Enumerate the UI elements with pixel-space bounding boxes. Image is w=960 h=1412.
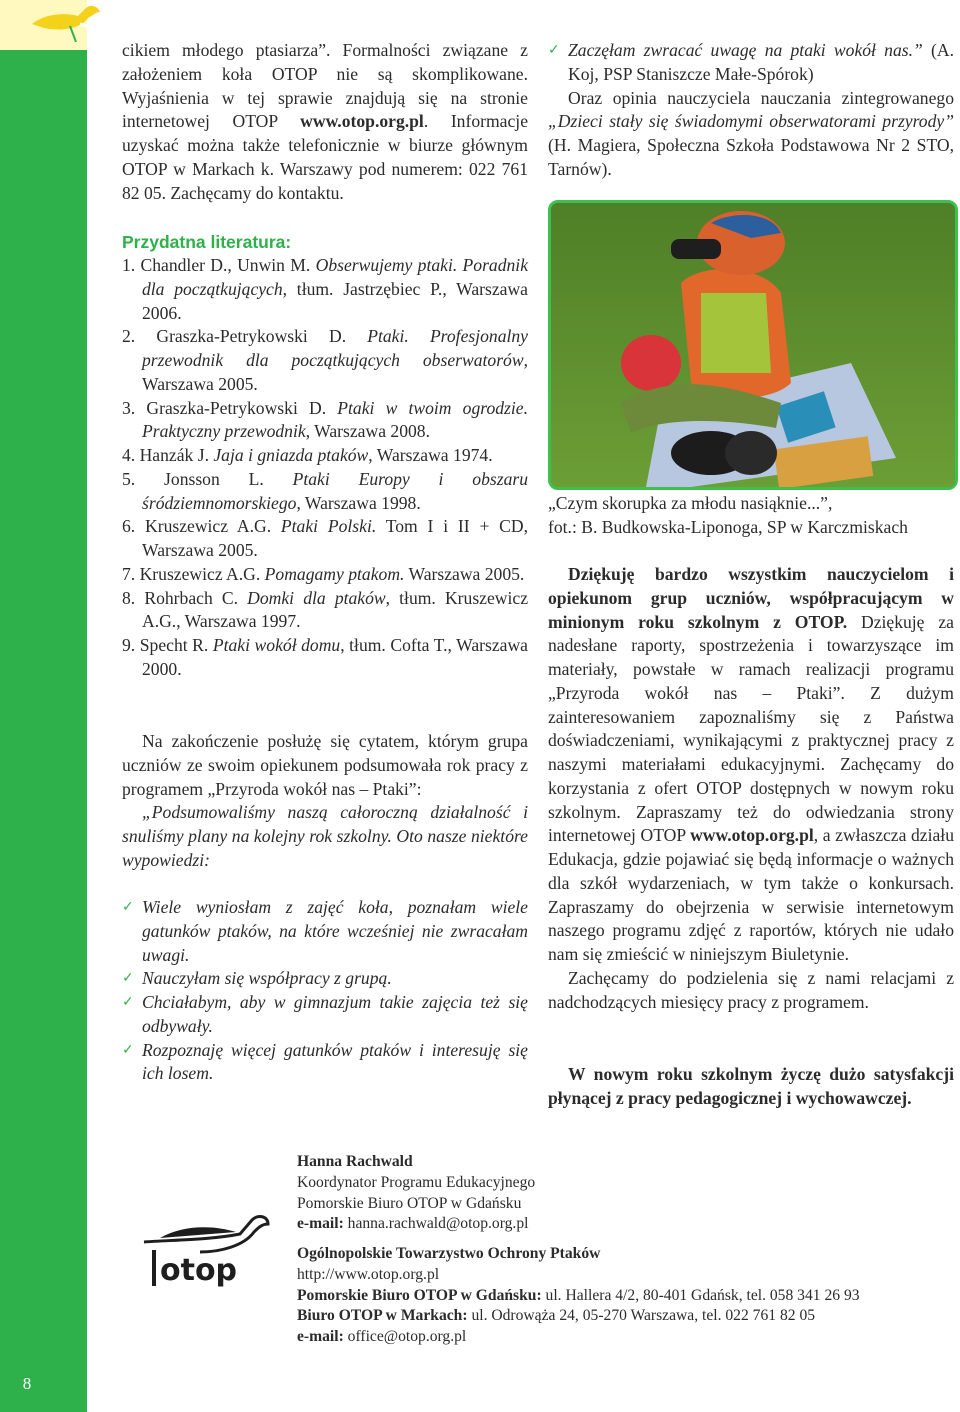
photo-credit: fot.: B. Budkowska-Liponoga, SP w Karczmiskach — [548, 516, 908, 537]
organization-block — [297, 1244, 937, 1348]
otop-logo — [140, 1210, 270, 1290]
otop-link[interactable]: www.otop.org.pl — [300, 111, 424, 132]
literature-item: 1. Chandler D., Unwin M. Obserwujemy ptaki. Poradnik dla początkujących, tłum. Jastrzębiec P., Warszawa 2006. — [122, 255, 529, 323]
literature-item: 3. Graszka-Petrykowski D. Ptaki w twoim ogrodzie. Praktyczny przewodnik, Warszawa 2008. — [122, 397, 528, 442]
gdansk-office: Pomorskie Biuro OTOP w Gdańsku: ul. Hallera 4/2, 80-401 Gdańsk, tel. 058 341 26 93 — [297, 1286, 860, 1304]
org-url[interactable]: http://www.otop.org.pl — [297, 1265, 440, 1283]
checkmark-icon: ✓ — [122, 1041, 134, 1058]
literature-item: 5. Jonsson L. Ptaki Europy i obszaru śródziemnomorskiego, Warszawa 1998. — [122, 468, 529, 513]
invite-paragraph: Zachęcamy do podzielenia się z nami relacjami z nadchodzących miesięcy pracy z programem. — [548, 967, 954, 1012]
statement-item: ✓ Chciałabym, aby w gimnazjum takie zajęcia też się odbywały. — [122, 992, 528, 1036]
teacher-opinion: Oraz opinia nauczyciela nauczania zintegrowanego „Dzieci stały się świadomymi obserwatorami przyrody” (H. Magiera, Społeczna Szkoła Podstawowa Nr 2 STO, Tarnów). — [548, 87, 954, 179]
checkmark-icon: ✓ — [122, 970, 134, 987]
statement-item: ✓ Wiele wyniosłam z zajęć koła, poznałam wiele gatunków ptaków, na które wcześniej nie zwracałam uwagi. — [122, 897, 528, 965]
email-link[interactable]: hanna.rachwald@otop.org.pl — [343, 1215, 529, 1233]
statement-item: ✓ Zaczęłam zwracać uwagę na ptaki wokół nas.” (A. Koj, PSP Staniszcze Małe-Spórok) — [548, 40, 954, 84]
quote-intro: „Podsumowaliśmy naszą całoroczną działalność i snuliśmy plany na kolejny rok szkolny. Oto nasze niektóre wypowiedzi: — [122, 802, 528, 870]
thanks-section — [548, 563, 954, 1014]
author-block — [297, 1152, 897, 1235]
student-statements — [122, 896, 528, 1086]
office-email: e-mail: office@otop.org.pl — [297, 1328, 467, 1346]
literature-item: 9. Specht R. Ptaki wokół domu, tłum. Cofta T., Warszawa 2000. — [122, 635, 528, 679]
checkmark-icon: ✓ — [122, 899, 134, 915]
closing-wish: W nowym roku szkolnym życzę dużo satysfakcji płynącej z pracy pedagogicznej i wychowawczej. — [548, 1064, 954, 1108]
literature-item: 6. Kruszewicz A.G. Ptaki Polski. Tom I i II + CD, Warszawa 2005. — [122, 516, 529, 560]
checkmark-icon: ✓ — [548, 42, 560, 58]
email-link[interactable]: office@otop.org.pl — [343, 1328, 467, 1346]
literature-item: 7. Kruszewicz A.G. Pomagamy ptakom. Warszawa 2005. — [122, 563, 525, 584]
org-name: Ogólnopolskie Towarzystwo Ochrony Ptaków — [297, 1245, 601, 1262]
page-number: 8 — [22, 1374, 32, 1393]
markach-office: Biuro OTOP w Markach: ul. Odrowąża 24, 05-270 Warszawa, tel. 022 761 82 05 — [297, 1307, 816, 1325]
checkmark-icon: ✓ — [122, 994, 134, 1010]
closing-paragraph: Na zakończenie posłużę się cytatem, którym grupa uczniów ze swoim opiekunem podsumowała rok pracy z programem „Przyroda wokół nas – Ptaki”: — [122, 731, 528, 799]
child-with-binoculars-photo — [548, 200, 958, 490]
author-office: Pomorskie Biuro OTOP w Gdańsku — [297, 1194, 522, 1212]
thanks-paragraph: Dziękuję bardzo wszystkim nauczycielom i opiekunom grup uczniów, współpracującym w minionym roku szkolnym z OTOP. Dziękuję za nadesłane raporty, spostrzeżenia i towarzyszące im materiały, powstałe w ramach realizacji programu „Przyroda wokół nas – Ptaki”. Z dużym zainteresowaniem zapoznaliśmy się z Państwa doświadczeniami, wynikającymi z praktycznej pracy z naszymi materiałami edukacyjnymi. Zachęcamy do korzystania z ofert OTOP dostępnych w nowym roku szkolnym. Zapraszamy też do odwiedzania strony internetowej OTOP www.otop.org.pl, a zwłaszcza działu Edukacja, gdzie pojawiać się będą informacje o ważnych dla szkół wydarzeniach, w tym także o konkursach. Zapraszamy do obejrzenia w serwisie internetowym naszego programu zdjęć z raportów, których nie udało nam się zmieścić w niniejszym Biuletynie. — [548, 564, 954, 964]
literature-list — [122, 254, 528, 682]
photo-caption — [548, 492, 954, 540]
author-email: e-mail: hanna.rachwald@otop.org.pl — [297, 1215, 529, 1233]
caption-text: „Czym skorupka za młodu nasiąknie...”, — [548, 493, 833, 513]
yellow-bird-icon — [30, 2, 102, 42]
author-role: Koordynator Programu Edukacyjnego — [297, 1173, 536, 1191]
closing-text — [122, 730, 528, 873]
svg-text:otop: otop — [160, 1253, 238, 1288]
literature-heading: Przydatna literatura: — [122, 232, 292, 252]
statement-item: ✓ Nauczyłam się współpracy z grupą. — [122, 967, 528, 991]
literature-item: 2. Graszka-Petrykowski D. Ptaki. Profesjonalny przewodnik dla początkujących obserwatorów, Warszawa 2005. — [122, 326, 528, 394]
literature-item: 8. Rohrbach C. Domki dla ptaków, tłum. Kruszewicz A.G., Warszawa 1997. — [122, 587, 529, 632]
right-intro — [548, 39, 954, 182]
green-sidebar — [0, 0, 87, 1412]
statement-item: ✓ Rozpoznaję więcej gatunków ptaków i interesuję się ich losem. — [122, 1039, 528, 1084]
intro-paragraph: cikiem młodego ptasiarza”. Formalności związane z założeniem koła OTOP nie są skomplikowane. Wyjaśnienia w tej sprawie znajdują się na stronie internetowej OTOP www.otop.org.pl. Informacje uzyskać można także telefonicznie w biurze głównym OTOP w Markach k. Warszawy pod numerem: 022 761 82 05. Zachęcamy do kontaktu. — [122, 40, 528, 203]
author-name: Hanna Rachwald — [297, 1153, 413, 1170]
otop-link[interactable]: www.otop.org.pl — [690, 825, 814, 846]
literature-item: 4. Hanzák J. Jaja i gniazda ptaków, Warszawa 1974. — [122, 445, 493, 465]
